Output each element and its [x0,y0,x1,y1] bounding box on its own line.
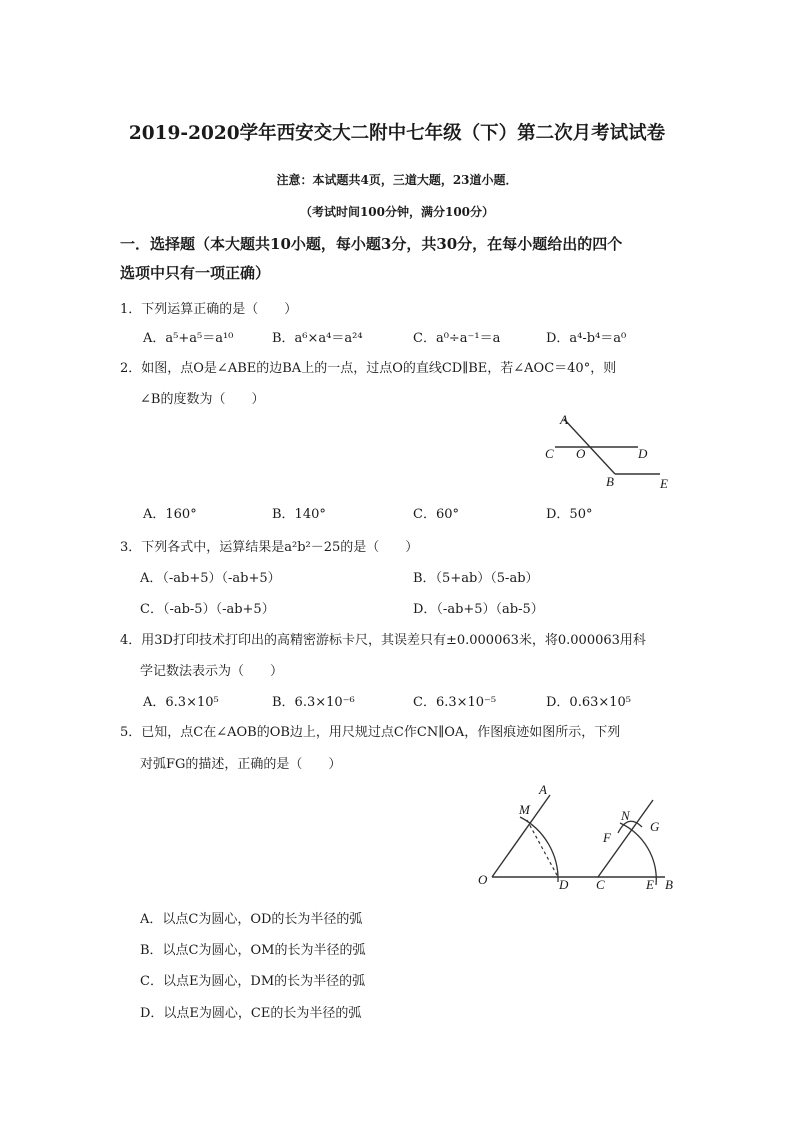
label-m: M [519,802,530,817]
q3-option-b: B．（5+ab）（5-ab） [413,571,539,586]
q2-stem: 2．如图，点O是∠ABE的边BA上的一点，过点O的直线CD∥BE，若∠AOC＝40°，则 [120,361,617,376]
label-e: E [660,476,668,491]
label-b: B [606,474,614,489]
q5-option-b: B．以点C为圆心，OM的长为半径的弧 [140,943,366,958]
q5-stem-cont: 对弧FG的描述，正确的是（ ） [140,757,342,772]
q4-stem: 4．用3D打印技术打印出的高精密游标卡尺，其误差只有±0.000063米，将0.000063用科 [120,633,646,648]
q5-figure [470,775,690,897]
q4-option-c: C．6.3×10⁻⁵ [413,695,497,710]
q3-option-c: C．（-ab-5）（-ab+5） [140,602,275,617]
label-e: E [646,877,654,892]
q2-stem-cont: ∠B的度数为（ ） [140,392,265,407]
q3-option-a: A．（-ab+5）（-ab+5） [140,571,281,586]
exam-info: （考试时间100分钟，满分100分） [299,205,495,219]
q2-option-b: B．140° [272,507,326,522]
q3-stem: 3．下列各式中，运算结果是a²b²－25的是（ ） [120,540,419,555]
label-d: D [638,446,648,461]
q5-option-a: A．以点C为圆心，OD的长为半径的弧 [140,912,363,927]
q4-stem-cont: 学记数法表示为（ ） [140,664,284,679]
label-a: A [539,782,547,797]
label-a: A [560,412,568,427]
label-c: C [545,446,554,461]
q2-option-a: A．160° [143,507,197,522]
q1-option-c: C．a⁰÷a⁻¹＝a [413,331,501,346]
q4-option-d: D．0.63×10⁵ [546,695,632,710]
arc-md [520,817,558,882]
label-b: B [665,877,673,892]
q2-figure [540,410,680,495]
label-c: C [596,877,605,892]
q2-option-c: C．60° [413,507,459,522]
q4-option-b: B．6.3×10⁻⁶ [272,695,355,710]
q5-option-d: D．以点E为圆心，CE的长为半径的弧 [140,1006,362,1021]
label-g: G [650,819,660,834]
q1-option-b: B．a⁶×a⁴＝a²⁴ [272,331,363,346]
q4-option-a: A．6.3×10⁵ [143,695,219,710]
q3-option-d: D．（-ab+5）（ab-5） [413,602,544,617]
q1-stem: 1．下列运算正确的是（ ） [120,302,298,317]
q1-option-a: A．a⁵+a⁵＝a¹⁰ [143,331,234,346]
label-o: O [576,446,586,461]
notice-text: 注意：本试题共4页，三道大题，23道小题． [276,173,518,187]
q2-option-d: D．50° [546,507,593,522]
exam-title: 2019-2020学年西安交大二附中七年级（下）第二次月考试试卷 [128,123,666,144]
label-d: D [559,877,569,892]
q5-option-c: C．以点E为圆心，DM的长为半径的弧 [140,974,366,989]
label-f: F [603,830,611,845]
q5-stem: 5．已知，点C在∠AOB的OB边上，用尺规过点C作CN∥OA，作图痕迹如图所示，下列 [120,725,621,740]
section1-heading-cont: 选项中只有一项正确） [120,264,271,282]
q1-option-d: D．a⁴-b⁴＝a⁰ [546,331,627,346]
chord-md [527,820,558,877]
label-o: O [478,872,488,887]
section1-heading: 一．选择题（本大题共10小题，每小题3分，共30分，在每小题给出的四个 [120,235,623,253]
label-n: N [621,808,630,823]
